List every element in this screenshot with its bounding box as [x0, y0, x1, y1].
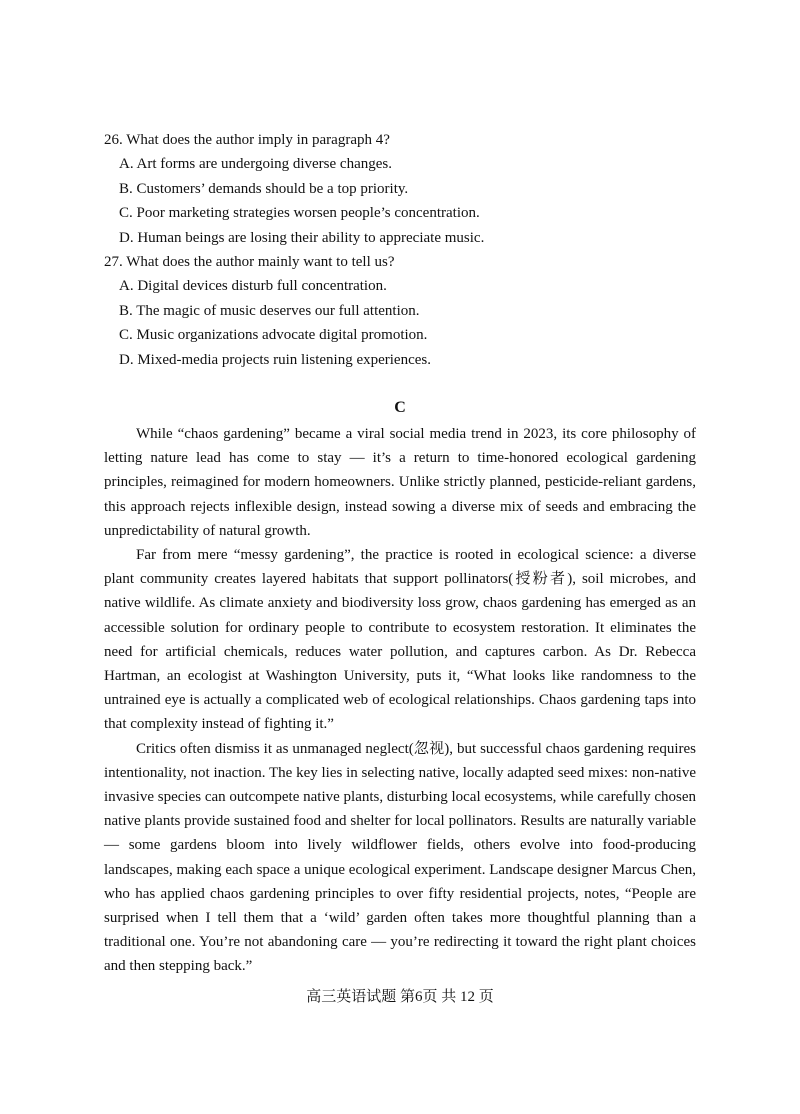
section-heading: C	[394, 399, 406, 416]
passage-paragraph-1: While “chaos gardening” became a viral social media trend in 2023, its core philosophy of letting nature lead has come to stay — it’s a return to time-honored ecological gardening principles, reimagined for modern homeowners. Unlike strictly planned, pesticide-reliant gardens, this approach rejects inflexible design, instead sowing a diverse mix of seeds and embracing the unpredictability of natural growth.	[104, 426, 696, 539]
reading-passage	[104, 422, 696, 979]
question-27	[104, 250, 704, 372]
answer-option-a: A. Art forms are undergoing diverse changes.	[119, 156, 392, 172]
answer-option-a: A. Digital devices disturb full concentration.	[119, 278, 387, 294]
question-26	[104, 128, 704, 250]
answer-option-d: D. Human beings are losing their ability to appreciate music.	[119, 229, 485, 246]
answer-option-c: C. Music organizations advocate digital promotion.	[119, 327, 428, 343]
question-stem: 27. What does the author mainly want to tell us?	[104, 254, 395, 270]
page-footer: 高三英语试题 第6页 共 12 页	[306, 989, 494, 1005]
question-stem: 26. What does the author imply in paragraph 4?	[104, 132, 390, 148]
answer-option-b: B. Customers’ demands should be a top priority.	[119, 180, 409, 197]
passage-paragraph-3: Critics often dismiss it as unmanaged neglect(忽视), but successful chaos gardening requires intentionality, not inaction. The key lies in selecting native, locally adapted seed mixes: non-native invasive species can outcompete native plants, disturbing local ecosystems, while carefully chosen native plants provide sustained food and shelter for local pollinators. Results are naturally variable — some gardens bloom into lively wildflower fields, others evolve into food-producing landscapes, making each space a unique ecological experiment. Landscape designer Marcus Chen, who has applied chaos gardening principles to over fifty residential projects, notes, “People are surprised when I tell them that a ‘wild’ garden often takes more thoughtful planning than a traditional one. You’re not abandoning care — you’re redirecting it toward the right plant choices and then stepping back.”	[104, 740, 696, 975]
answer-option-d: D. Mixed-media projects ruin listening experiences.	[119, 351, 431, 368]
passage-paragraph-2: Far from mere “messy gardening”, the practice is rooted in ecological science: a diverse plant community creates layered habitats that support pollinators(授粉者), soil microbes, and native wildlife. As climate anxiety and biodiversity loss grow, chaos gardening has emerged as an accessible solution for ordinary people to contribute to ecosystem restoration. It eliminates the need for artificial chemicals, reduces water pollution, and captures carbon. As Dr. Rebecca Hartman, an ecologist at Washington University, puts it, “What looks like randomness to the untrained eye is actually a complicated web of ecological relationships. Chaos gardening taps into that complexity instead of fighting it.”	[104, 547, 696, 733]
answer-option-c: C. Poor marketing strategies worsen people’s concentration.	[119, 205, 480, 221]
answer-option-b: B. The magic of music deserves our full attention.	[119, 302, 420, 319]
